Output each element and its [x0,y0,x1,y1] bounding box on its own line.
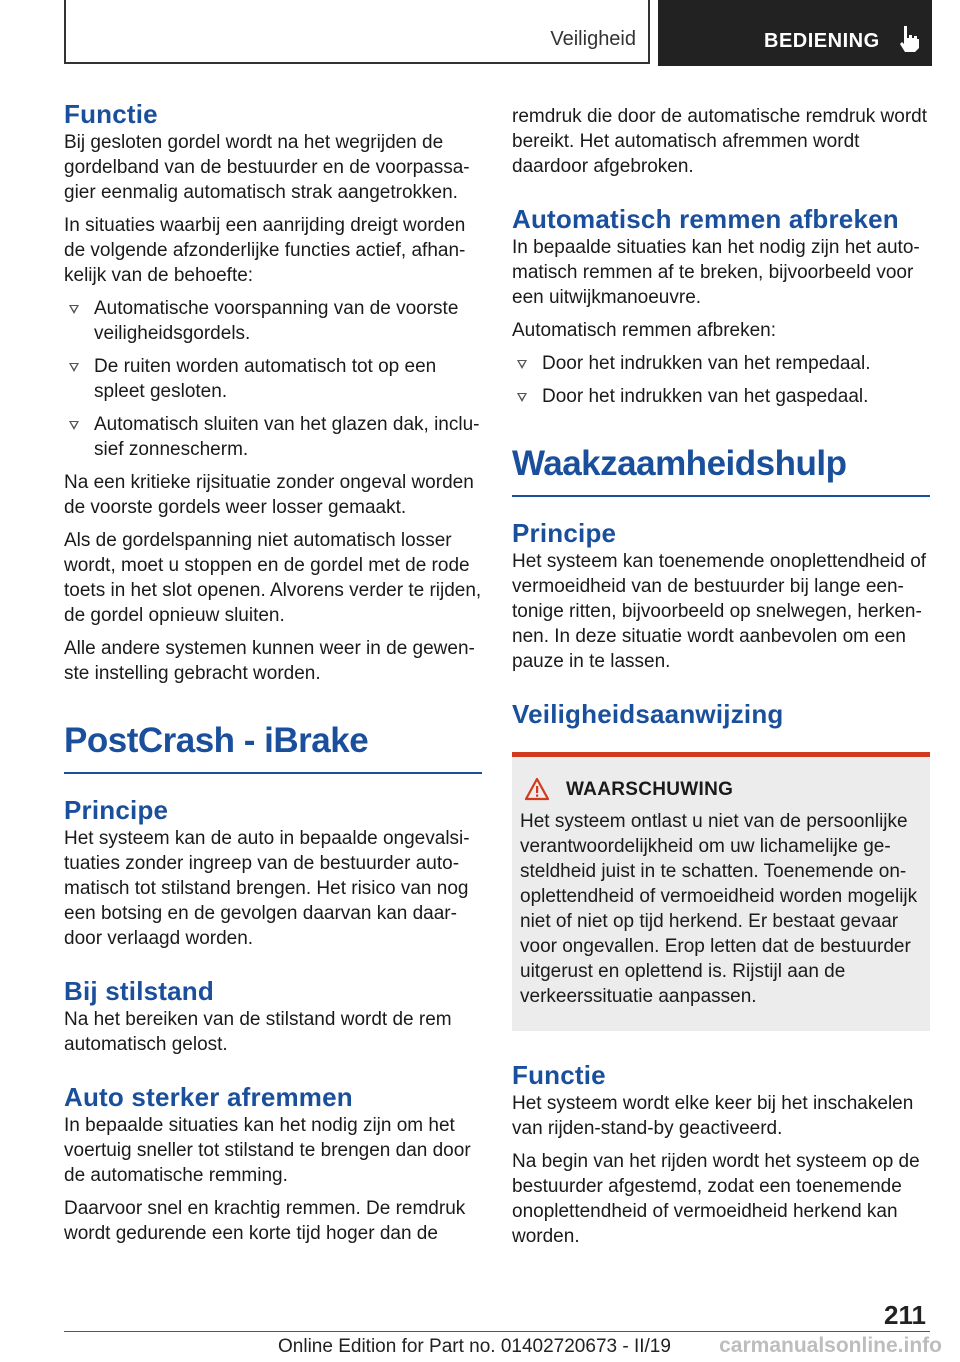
triangle-bullet-icon [69,421,79,430]
warning-triangle-icon [524,777,550,801]
heading-bij-stilstand: Bij stilstand [64,976,214,1006]
warning-header [520,777,922,803]
bullet-list [64,296,482,462]
triangle-bullet-icon [517,360,527,369]
heading-waakzaamheidshulp: Waakzaamheidshulp [512,443,930,497]
paragraph: In bepaalde situaties kan het nodig zijn het automatisch remmen af te breken, bijvoorbeeld voor een uitwijkmanoeuvre. [512,237,920,308]
paragraph: Automatisch remmen afbreken: [512,320,777,341]
list-item: De ruiten worden automatisch tot op een spleet gesloten. [64,354,482,404]
list-item: Automatische voorspanning van de voorste veiligheidsgordels. [64,296,482,346]
heading-auto-sterker-afremmen: Auto sterker afremmen [64,1082,353,1112]
edition-info: Online Edition for Part no. 01402720673 - II/19 [278,1336,671,1357]
paragraph: Het systeem kan toenemende onoplettendheid of vermoeidheid van de bestuurder bij lange eentonige ritten, bijvoorbeeld op snelwegen, herkennen. In deze situatie wordt aanbevolen om een pauze in te lassen. [512,551,927,672]
triangle-bullet-icon [517,393,527,402]
list-item: Automatisch sluiten van het glazen dak, inclusief zonnescherm. [64,412,482,462]
heading-functie: Functie [512,1060,606,1090]
left-column [64,98,482,1246]
paragraph: Alle andere systemen kunnen weer in de gewenste instelling gebracht worden. [64,638,475,684]
page-number: 211 [884,1300,926,1330]
heading-postcrash-ibrake: PostCrash - iBrake [64,720,482,774]
page-header [64,0,932,64]
heading-functie: Functie [64,99,158,129]
bullet-list [512,351,930,409]
paragraph: remdruk die door de automatische remdruk wordt bereikt. Het automatisch afremmen wordt daardoor afgebroken. [512,106,928,177]
section-title: Veiligheid [550,28,636,50]
chapter-title: BEDIENING [764,30,880,52]
heading-principe: Principe [64,795,169,825]
heading-veiligheidsaanwijzing: Veiligheidsaanwijzing [512,699,784,729]
paragraph: Het systeem kan de auto in bepaalde ongevalsituaties zonder ingreep van de bestuurder automatisch tot stilstand brengen. Het risico van nog een botsing en de gevolgen daarvan kan daardoor verlaagd worden. [64,828,470,949]
paragraph: Na begin van het rijden wordt het systeem op de bestuurder afgestemd, zodat een toenemende onoplettendheid of vermoeidheid herkend kan worden. [512,1151,920,1247]
paragraph: Daarvoor snel en krachtig remmen. De remdruk wordt gedurende een korte tijd hoger dan de [64,1198,466,1244]
warning-text: Het systeem ontlast u niet van de persoonlijke verantwoordelijkheid om uw lichamelijke gesteldheid juist in te schatten. Toenemende onoplettendheid of vermoeidheid worden mogelijk niet of niet op tijd herkend. Er bestaat gevaar voor ongevallen. Erop letten dat de bestuurder uitgerust en oplettend is. Rijstijl aan de verkeerssituatie aanpassen. [520,811,918,1007]
triangle-bullet-icon [69,305,79,314]
triangle-bullet-icon [69,363,79,372]
list-item: Door het indrukken van het rempedaal. [512,351,930,376]
paragraph: Bij gesloten gordel wordt na het wegrijden de gordelband van de bestuurder en de voorpassagier eenmalig automatisch strak aangetrokken. [64,132,470,203]
right-column [512,104,930,1249]
paragraph: Het systeem wordt elke keer bij het inschakelen van rijden-stand-by geactiveerd. [512,1093,914,1139]
paragraph: In situaties waarbij een aanrijding dreigt worden de volgende afzonderlijke functies actief, afhankelijk van de behoefte: [64,215,466,286]
chapter-tab [658,0,932,66]
heading-principe: Principe [512,518,617,548]
pointing-hand-icon [896,24,922,54]
footer-rule [64,1331,930,1332]
list-item: Door het indrukken van het gaspedaal. [512,384,930,409]
heading-automatisch-remmen-afbreken: Automatisch remmen afbreken [512,204,899,234]
watermark: carmanualsonline.info [719,1334,942,1357]
paragraph: Na het bereiken van de stilstand wordt de rem automatisch gelost. [64,1009,452,1055]
warning-box [512,752,930,1031]
paragraph: In bepaalde situaties kan het nodig zijn om het voertuig sneller tot stilstand te brengen dan door de automatische remming. [64,1115,471,1186]
paragraph: Na een kritieke rijsituatie zonder ongeval worden de voorste gordels weer losser gemaakt. [64,472,474,518]
paragraph: Als de gordelspanning niet automatisch losser wordt, moet u stoppen en de gordel met de rode toets in het slot openen. Alvorens verder te rijden, de gordel opnieuw sluiten. [64,530,482,626]
warning-title: WAARSCHUWING [566,779,734,800]
section-tab [64,0,650,64]
